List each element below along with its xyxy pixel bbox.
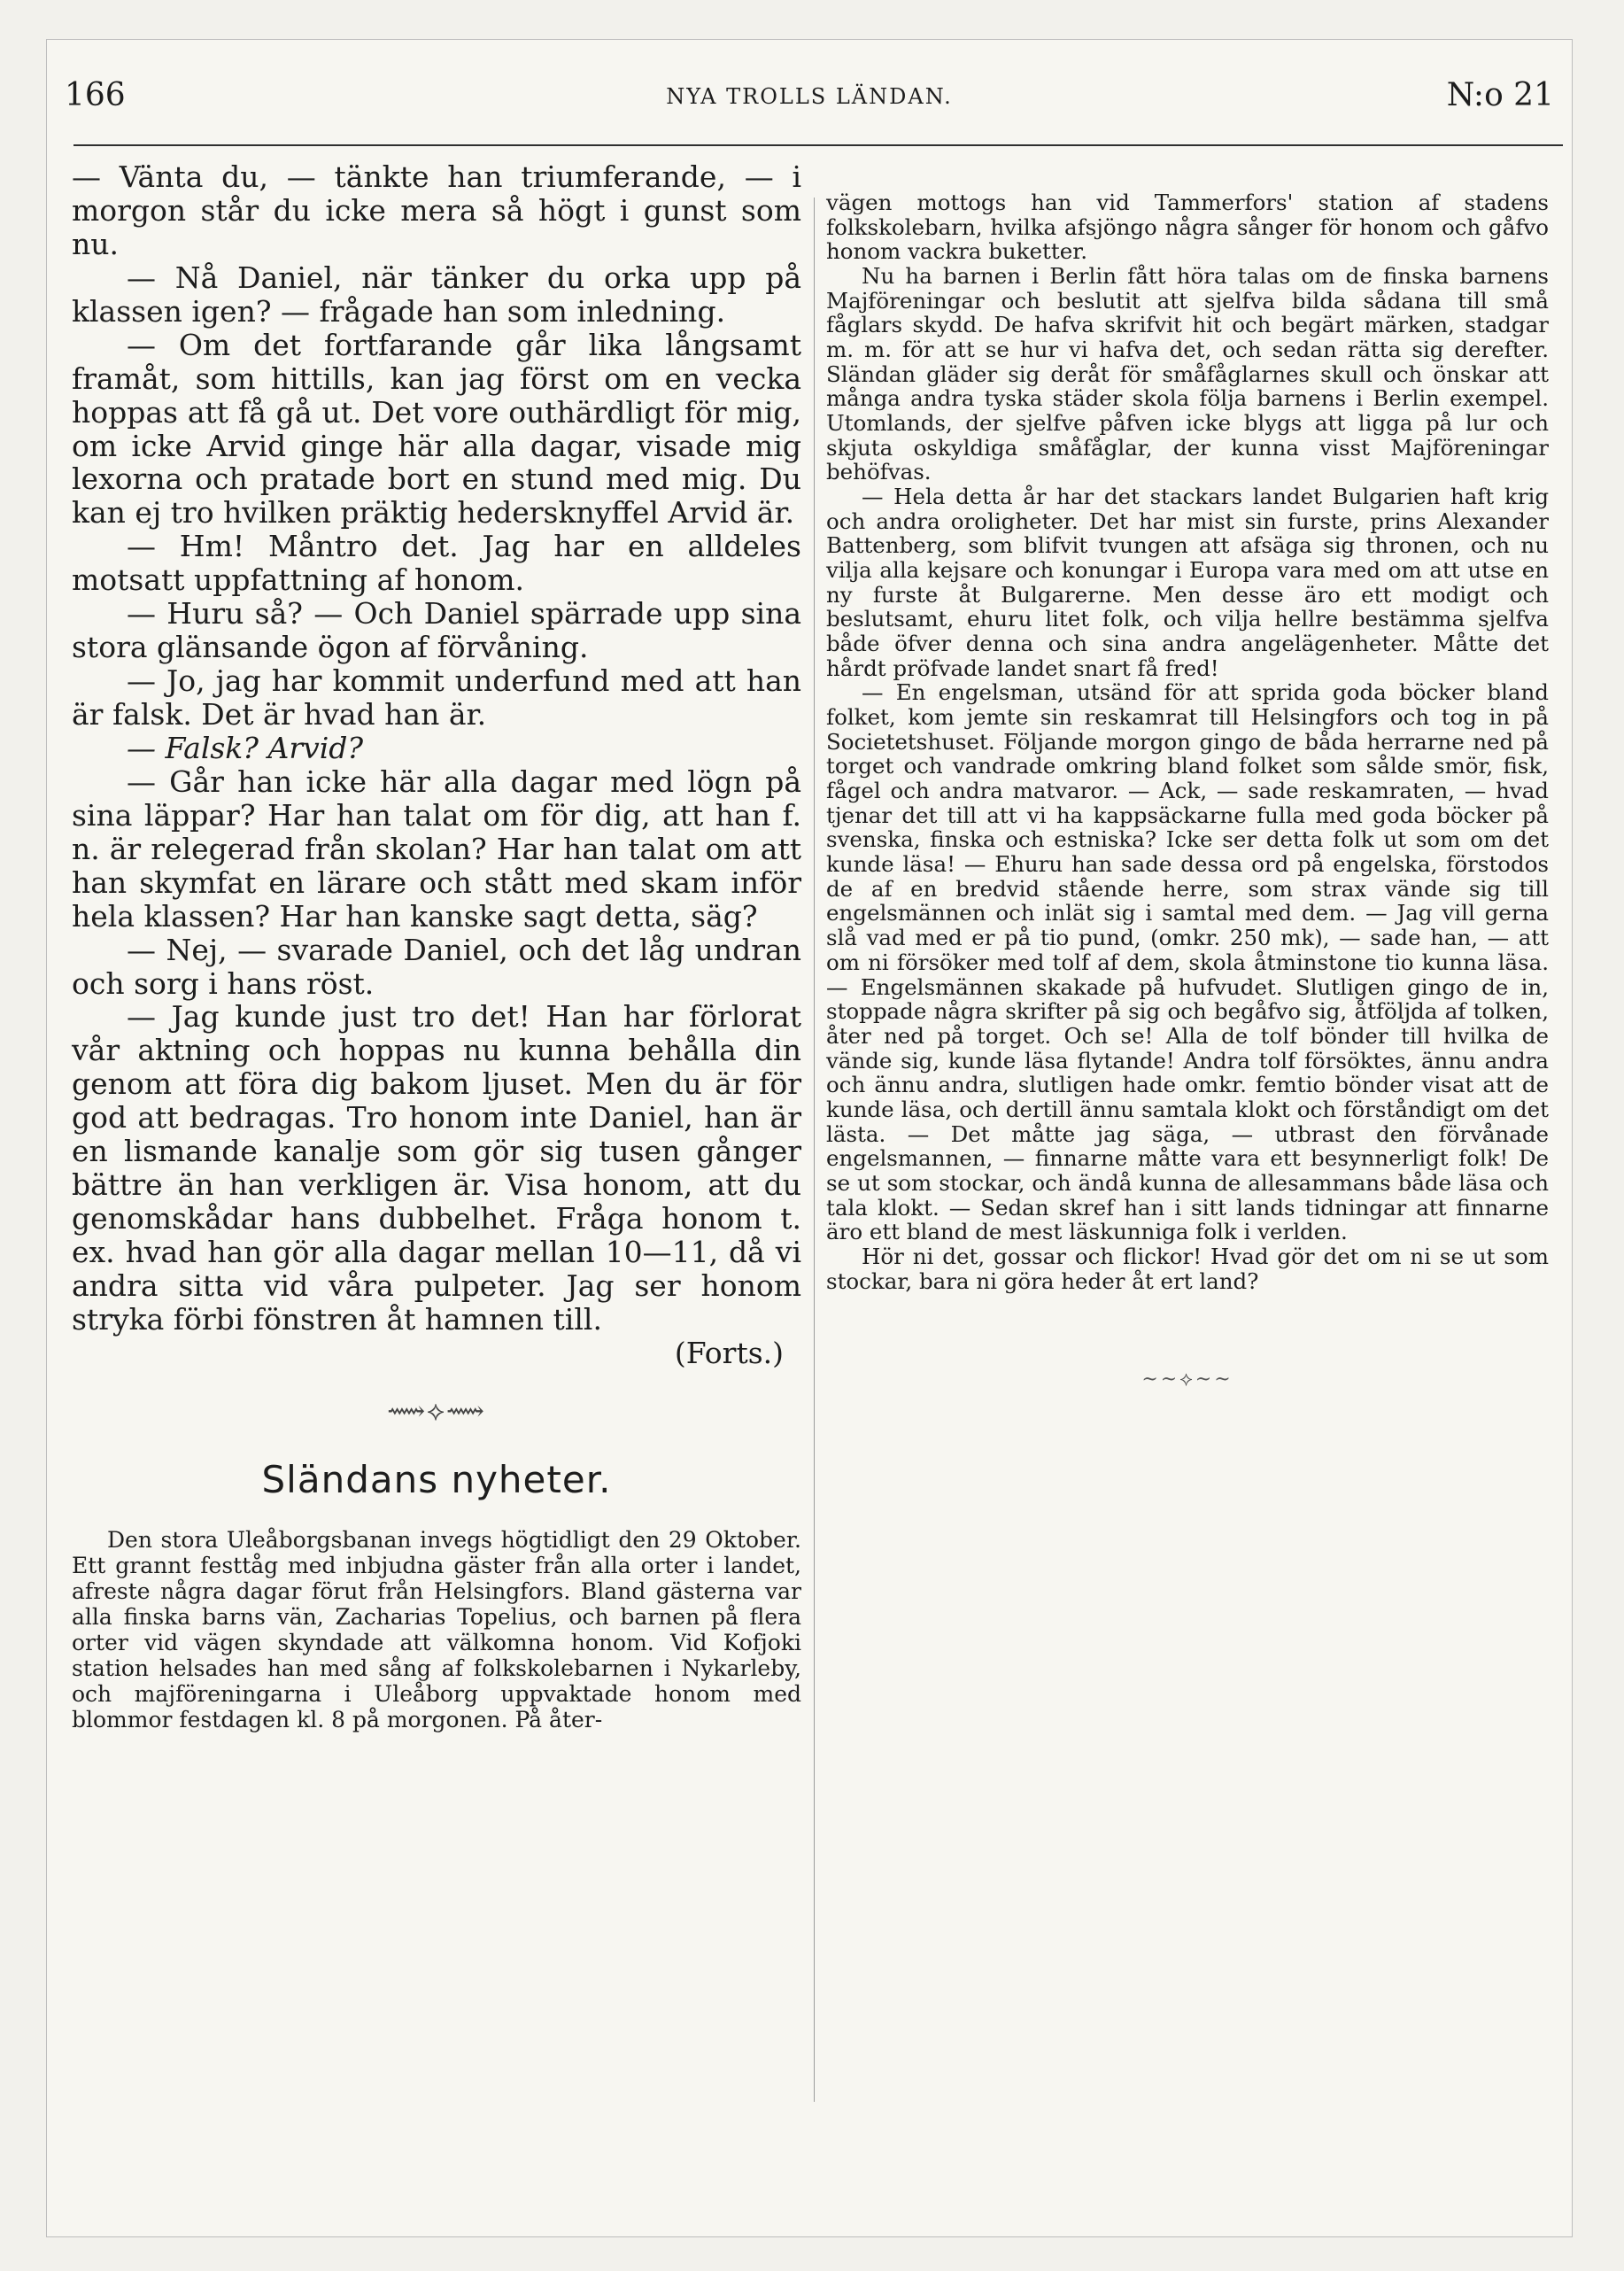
story-paragraph: — Nå Daniel, när tänker du orka upp på klassen igen? — frågade han som inledning.: [72, 260, 801, 329]
column-divider: [814, 198, 815, 2102]
issue-number: N:o 21: [1446, 77, 1554, 113]
news-paragraph: vägen mottogs han vid Tammerfors' station af stadens folkskolebarn, hvilka afsjöngo några sånger för honom och gåfvo honom vackra buketter.: [826, 190, 1549, 265]
divider-ornament: ⟿⟡⟿: [387, 1395, 486, 1427]
section-title: Sländans nyheter.: [261, 1458, 612, 1502]
story-paragraph: — Går han icke här alla dagar med lögn på sina läppar? Har han talat om för dig, att han f. n. är relegerad från skolan? Har han talat om att han skymfat en lärare och stått med skam inför hela klassen? Har han kanske sagt detta, säg?: [72, 763, 801, 934]
story-paragraph: — Falsk? Arvid?: [127, 730, 364, 765]
story-paragraph: — Vänta du, — tänkte han triumferande, — i morgon står du icke mera så högt i gunst som nu.: [72, 159, 801, 261]
story-paragraph: — Nej, — svarade Daniel, och det låg undran och sorg i hans röst.: [72, 932, 801, 1001]
news-paragraph: — En engelsman, utsänd för att sprida goda böcker bland folket, kom jemte sin reskamrat till Helsingfors och tog in på Societetshuset. Följande morgon gingo de båda herrarne ned på torget och vandrade omkring bland folket som sålde smör, fisk, fågel och andra matvaror. — Ack, — sade reskamraten, — hvad tjenar det till att vi ha kappsäckarne fulla med goda böcker på svenska, finska och estniska? Icke ser detta folk ut som om det kunde läsa! — Ehuru han sade dessa ord på engelska, förstodos de af en bredvid stående herre, som strax vände sig till engelsmännen och inlät sig i samtal med dem. — Jag vill gerna slå vad med er på tio pund, (omkr. 250 mk), — sade han, — att om ni försöker med tolf af dem, skola åtminstone tio kunna läsa. — Engelsmännen skakade på hufvudet. Slutligen gingo de in, stoppade några skrifter på sig och begåfvo sig, åtföljda af tolken, åter ned på torget. Och se! Alla de tolf bönder till hvilka de vände sig, kunde läsa flytande! Andra tolf försöktes, ännu andra och ännu andra, slutligen hade omkr. femtio bönder visat att de kunde läsa, och dertill ännu samtala klokt och förståndigt om det lästa. — Det måtte jag säga, — utbrast den förvånade engelsmannen, — finnarne måtte vara ett besynnerligt folk! De se ut som stockar, och ändå kunna de allesammans både läsa och tala klokt. — Sedan skref han i sitt lands tidningar att finnarne äro ett bland de mest läskunniga folk i verlden.: [826, 679, 1549, 1245]
header-rule: [73, 144, 1563, 146]
newspaper-page: [46, 39, 1573, 2237]
news-paragraph: Den stora Uleåborgsbanan invegs högtidligt den 29 Oktober. Ett grannt festtåg med inbjudna gäster från alla orter i landet, afreste några dagar förut från Helsingfors. Bland gästerna var alla finska barns vän, Zacharias Topelius, och barnen på flera orter vid vägen skyndade att välkomna honom. Vid Kofjoki station helsades han med sång af folkskolebarnen i Nykarleby, och majföreningarna i Uleåborg uppvaktade honom med blommor festdagen kl. 8 på morgonen. På åter-: [72, 1526, 801, 1732]
page-header: [65, 72, 1554, 134]
story-paragraph: — Jag kunde just tro det! Han har förlorat vår aktning och hoppas nu kunna behålla din genom att föra dig bakom ljuset. Men du är för god att bedragas. Tro honom inte Daniel, han är en lismande kanalje som gör sig tusen gånger bättre än han verkligen är. Visa honom, att du genomskådar hans dubbelhet. Fråga honom t. ex. hvad han gör alla dagar mellan 10—11, då vi andra sitta vid våra pulpeter. Jag ser honom stryka förbi fönstren åt hamnen till.: [72, 999, 801, 1337]
story-paragraph: — Hm! Måntro det. Jag har en alldeles motsatt uppfattning af honom.: [72, 529, 801, 598]
news-block: [72, 1527, 801, 1732]
story-paragraph: — Huru så? — Och Daniel spärrade upp sina stora glänsande ögon af förvåning.: [72, 596, 801, 665]
news-paragraph: — Hela detta år har det stackars landet Bulgarien haft krig och andra oroligheter. Det har mist sin furste, prins Alexander Battenberg, som blifvit tvungen att afsäga sig thronen, och nu vilja alla kejsare och konungar i Europa vara med om att utse en ny furste åt Bulgarerne. Men desse äro ett modigt och beslutsamt, ehuru litet folk, och vilja hellre bestämma sjelfva både öfver denna och sina andra angelägenheter. Måtte det hårdt pröfvade landet snart få fred!: [826, 484, 1549, 681]
left-column: [72, 160, 801, 1732]
news-paragraph: Hör ni det, gossar och flickor! Hvad gör det om ni se ut som stockar, bara ni göra heder åt ert land?: [826, 1243, 1549, 1294]
story-paragraph: — Om det fortfarande går lika långsamt framåt, som hittills, kan jag först om en vecka hoppas att få gå ut. Det vore outhärdligt för mig, om icke Arvid ginge här alla dagar, visade mig lexorna och pratade bort en stund med mig. Du kan ej tro hvilken präktig hedersknyffel Arvid är.: [72, 327, 801, 531]
continued-note: (Forts.): [674, 1335, 784, 1370]
news-paragraph: Nu ha barnen i Berlin fått höra talas om de finska barnens Majföreningar och beslutit att sjelfva bilda sådana till små fåglars skydd. De hafva skrifvit hit och begärt märken, stadgar m. m. för att se hur vi hafva det, och sedan rätta sig derefter. Sländan gläder sig deråt för småfåglarnes skull och önskar att många andra tyska städer skola följa barnens i Berlin exempel. Utomlands, der sjelfve påfven icke blygs att ligga på lur och skjuta oskyldiga småfåglar, der kunna visst Majföreningar behöfvas.: [826, 263, 1549, 485]
page-number: 166: [65, 77, 126, 113]
story-paragraph: — Jo, jag har kommit underfund med att han är falsk. Det är hvad han är.: [72, 663, 801, 732]
end-ornament: ~~⟡~~: [1141, 1368, 1233, 1391]
publication-title: NYA TROLLS LÄNDAN.: [666, 84, 953, 109]
right-column: [826, 190, 1549, 1391]
